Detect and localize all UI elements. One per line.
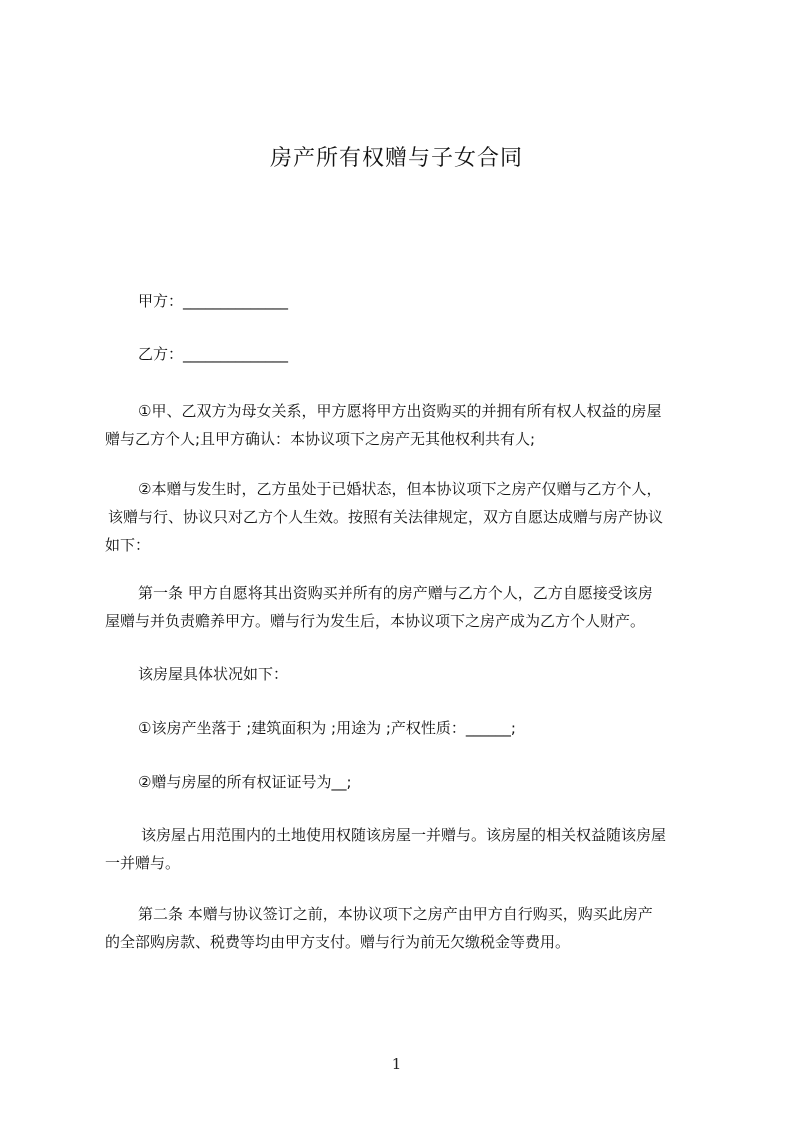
property-item-2 bbox=[105, 768, 705, 796]
article-1 bbox=[105, 579, 705, 635]
property-item-1-text: ①该房产坐落于 ;建筑面积为 ;用途为 ;产权性质：______; bbox=[138, 719, 516, 737]
clause-1-line-1: ①甲、乙双方为母女关系，甲方愿将甲方出资购买的并拥有所有权人权益的房屋 bbox=[138, 402, 662, 420]
page-number: 1 bbox=[391, 1055, 402, 1073]
article-2-line-1: 第二条 本赠与协议签订之前，本协议项下之房产由甲方自行购买，购买此房产 bbox=[138, 905, 653, 923]
article-1-line-2: 屋赠与并负责赡养甲方。赠与行为发生后，本协议项下之房产成为乙方个人财产。 bbox=[105, 612, 646, 630]
article-1-line-1: 第一条 甲方自愿将其出资购买并所有的房产赠与乙方个人，乙方自愿接受该房 bbox=[138, 584, 653, 602]
clause-2-line-1: ②本赠与发生时，乙方虽处于已婚状态，但本协议项下之房产仅赠与乙方个人， bbox=[138, 480, 662, 498]
property-intro bbox=[105, 660, 705, 688]
party-a-text: 甲方：______________ bbox=[138, 292, 289, 310]
clause-2-line-3: 如下： bbox=[105, 536, 151, 554]
party-a-line bbox=[105, 287, 705, 315]
property-intro-text: 该房屋具体状况如下： bbox=[138, 665, 289, 683]
property-item-2-text: ②赠与房屋的所有权证证号为__; bbox=[138, 773, 352, 791]
article-2 bbox=[105, 900, 705, 956]
clause-1-line-2: 赠与乙方个人;且甲方确认：本协议项下之房产无其他权利共有人; bbox=[105, 430, 536, 448]
article-2-line-2: 的全部购房款、税费等均由甲方支付。赠与行为前无欠缴税金等费用。 bbox=[105, 933, 571, 951]
clause-2 bbox=[105, 475, 705, 559]
clause-2-line-2: 该赠与行、协议只对乙方个人生效。按照有关法律规定，双方自愿达成赠与房产协议 bbox=[108, 508, 664, 526]
clause-1 bbox=[105, 397, 705, 453]
property-item-1 bbox=[105, 714, 705, 742]
land-use-paragraph bbox=[105, 821, 705, 877]
land-use-line-2: 一并赠与。 bbox=[105, 854, 181, 872]
land-use-line-1: 该房屋占用范围内的土地使用权随该房屋一并赠与。该房屋的相关权益随该房屋 bbox=[141, 826, 667, 844]
document-title: 房产所有权赠与子女合同 bbox=[269, 146, 523, 171]
party-b-text: 乙方：______________ bbox=[138, 345, 289, 363]
party-b-line bbox=[105, 340, 705, 368]
